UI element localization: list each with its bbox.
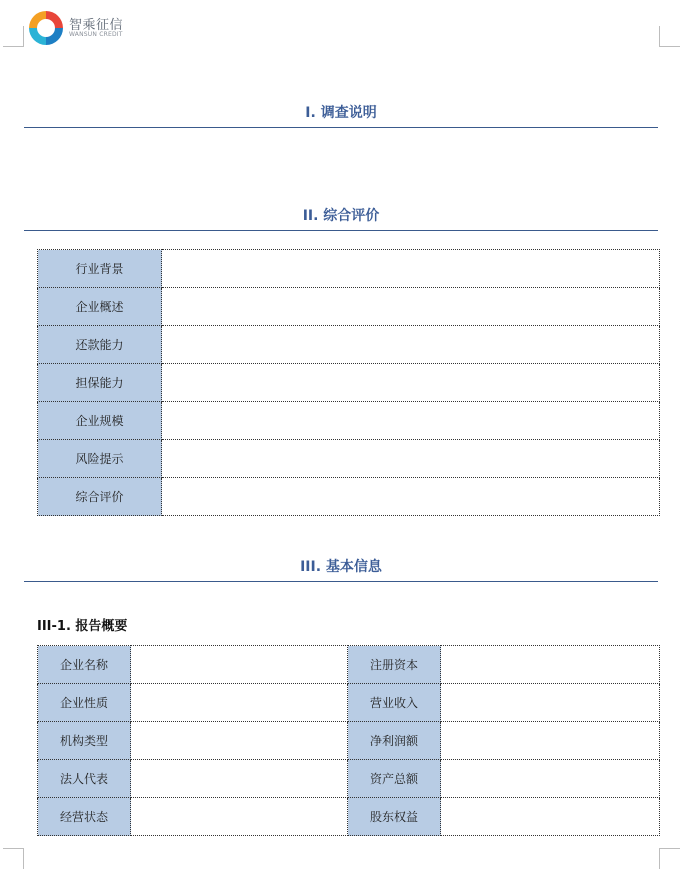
eval-value-guarantee[interactable]	[162, 364, 660, 402]
summary-label-legal-rep: 法人代表	[38, 760, 131, 798]
page-corner-mark-bottom-right	[659, 848, 680, 869]
evaluation-table	[37, 249, 660, 516]
table-row	[38, 364, 660, 402]
summary-value-revenue[interactable]	[441, 684, 660, 722]
eval-label-industry: 行业背景	[38, 250, 162, 288]
table-row	[38, 478, 660, 516]
table-row	[38, 646, 660, 684]
eval-label-overview: 企业概述	[38, 288, 162, 326]
eval-value-overview[interactable]	[162, 288, 660, 326]
section-title-evaluation: II. 综合评价	[24, 206, 658, 231]
section-title-survey: I. 调查说明	[24, 103, 658, 128]
eval-value-risk[interactable]	[162, 440, 660, 478]
summary-label-company-name: 企业名称	[38, 646, 131, 684]
eval-value-scale[interactable]	[162, 402, 660, 440]
summary-label-revenue: 营业收入	[348, 684, 441, 722]
summary-value-org-type[interactable]	[131, 722, 348, 760]
summary-label-total-assets: 资产总额	[348, 760, 441, 798]
company-logo	[26, 8, 136, 48]
table-row	[38, 326, 660, 364]
summary-label-operating-status: 经营状态	[38, 798, 131, 836]
eval-label-scale: 企业规模	[38, 402, 162, 440]
logo-ring-icon	[26, 8, 66, 48]
table-row	[38, 684, 660, 722]
subsection-title-report-summary: III-1. 报告概要	[37, 619, 128, 634]
summary-label-org-type: 机构类型	[38, 722, 131, 760]
eval-label-guarantee: 担保能力	[38, 364, 162, 402]
summary-label-net-profit: 净利润额	[348, 722, 441, 760]
table-row	[38, 402, 660, 440]
logo-name-cn: 智乘征信	[69, 18, 124, 33]
summary-value-equity[interactable]	[441, 798, 660, 836]
eval-label-overall: 综合评价	[38, 478, 162, 516]
table-row	[38, 440, 660, 478]
logo-name-en: WANSUN CREDIT	[69, 31, 123, 38]
summary-value-legal-rep[interactable]	[131, 760, 348, 798]
summary-value-registered-capital[interactable]	[441, 646, 660, 684]
page-corner-mark-top-right	[659, 26, 680, 47]
table-row	[38, 288, 660, 326]
eval-value-industry[interactable]	[162, 250, 660, 288]
eval-value-overall[interactable]	[162, 478, 660, 516]
summary-label-equity: 股东权益	[348, 798, 441, 836]
summary-label-company-nature: 企业性质	[38, 684, 131, 722]
table-row	[38, 798, 660, 836]
summary-value-net-profit[interactable]	[441, 722, 660, 760]
eval-label-risk: 风险提示	[38, 440, 162, 478]
page-corner-mark-top-left	[3, 26, 24, 47]
table-row	[38, 760, 660, 798]
summary-value-operating-status[interactable]	[131, 798, 348, 836]
table-row	[38, 250, 660, 288]
eval-label-repayment: 还款能力	[38, 326, 162, 364]
summary-value-company-nature[interactable]	[131, 684, 348, 722]
summary-value-company-name[interactable]	[131, 646, 348, 684]
eval-value-repayment[interactable]	[162, 326, 660, 364]
summary-label-registered-capital: 注册资本	[348, 646, 441, 684]
report-summary-table	[37, 645, 660, 836]
page-corner-mark-bottom-left	[3, 848, 24, 869]
summary-value-total-assets[interactable]	[441, 760, 660, 798]
table-row	[38, 722, 660, 760]
section-title-basic-info: III. 基本信息	[24, 557, 658, 582]
